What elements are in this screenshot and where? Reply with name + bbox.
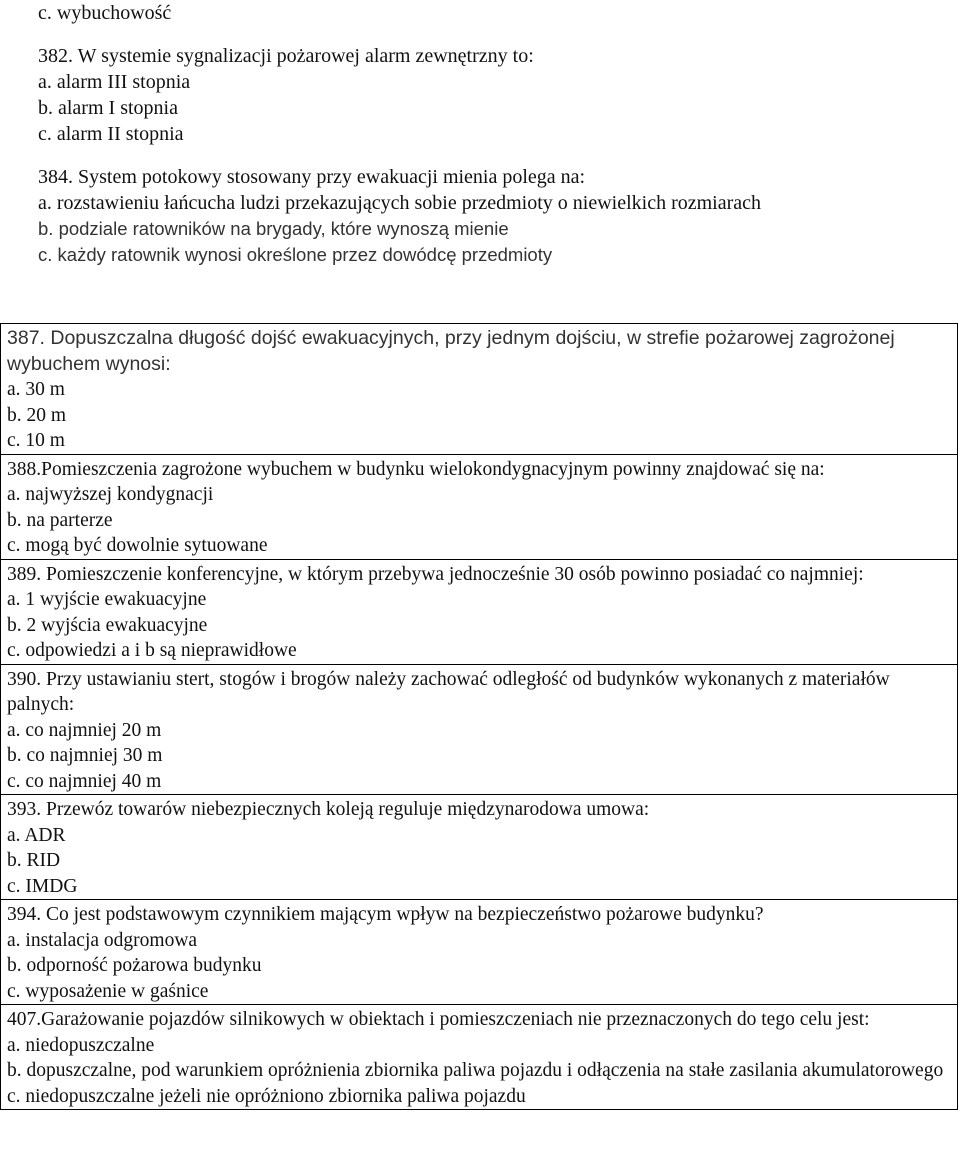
answer-a: a. niedopuszczalne — [7, 1034, 155, 1056]
question-text: 407.Garażowanie pojazdów silnikowych w obiektach i pomieszczeniach nie przeznaczonych do tego celu jest: — [7, 1009, 870, 1030]
answer-a: a. rozstawieniu łańcucha ludzi przekazujących sobie przedmioty o niewielkich rozmiarach — [38, 192, 762, 214]
answer-b: b. 20 m — [7, 404, 67, 426]
answer-c: c. wyposażenie w gaśnice — [7, 980, 209, 1002]
answer-a: a. 30 m — [7, 379, 65, 400]
question-text: 390. Przy ustawianiu stert, stogów i brogów należy zachować odległość od budynków wykonanych z materiałów palnych: — [7, 668, 890, 715]
boxed-questions-table — [0, 323, 958, 1110]
answer-a: a. 1 wyjście ewakuacyjne — [7, 589, 207, 610]
question-394 — [1, 900, 957, 1005]
question-389 — [1, 560, 957, 665]
question-407 — [1, 1005, 957, 1110]
question-text: 394. Co jest podstawowym czynnikiem mającym wpływ na bezpieczeństwo pożarowe budynku? — [7, 904, 764, 925]
previous-answer-fragment: c. wybuchowość — [38, 2, 172, 24]
answer-c: c. IMDG — [7, 875, 78, 897]
answer-c: c. każdy ratownik wynosi określone przez dowódcę przedmioty — [38, 244, 553, 265]
question-text: 387. Dopuszczalna długość dojść ewakuacyjnych, przy jednym dojściu, w strefie pożarowej zagrożonej wybuchem wynosi: — [7, 327, 895, 375]
answer-b: b. alarm I stopnia — [38, 97, 178, 119]
answer-a: a. najwyższej kondygnacji — [7, 484, 214, 505]
answer-c: c. odpowiedzi a i b są nieprawidłowe — [7, 640, 297, 661]
answer-b: b. podziale ratowników na brygady, które wynoszą mienie — [38, 218, 509, 239]
answer-c: c. niedopuszczalne jeżeli nie opróżniono zbiornika paliwa pojazdu — [7, 1085, 526, 1107]
question-384 — [38, 164, 938, 268]
answer-c: c. 10 m — [7, 430, 65, 451]
answer-b: b. co najmniej 30 m — [7, 745, 163, 766]
question-390 — [1, 665, 957, 796]
answer-c: c. co najmniej 40 m — [7, 770, 162, 792]
answer-b: b. 2 wyjścia ewakuacyjne — [7, 614, 208, 636]
answer-a: a. instalacja odgromowa — [7, 929, 198, 951]
question-text: 388.Pomieszczenia zagrożone wybuchem w budynku wielokondygnacyjnym powinny znajdować się na: — [7, 458, 825, 480]
question-393 — [1, 795, 957, 900]
answer-a: a. alarm III stopnia — [38, 71, 191, 93]
answer-b: b. RID — [7, 850, 61, 871]
answer-c: c. mogą być dowolnie sytuowane — [7, 535, 268, 556]
answer-b: b. odporność pożarowa budynku — [7, 955, 262, 976]
question-text: 384. System potokowy stosowany przy ewakuacji mienia polega na: — [38, 166, 586, 188]
top-questions — [38, 0, 938, 268]
question-387 — [1, 324, 957, 455]
question-382 — [38, 43, 938, 147]
question-388 — [1, 455, 957, 560]
answer-c: c. alarm II stopnia — [38, 123, 184, 145]
question-text: 382. W systemie sygnalizacji pożarowej alarm zewnętrzny to: — [38, 45, 534, 67]
question-text: 389. Pomieszczenie konferencyjne, w którym przebywa jednocześnie 30 osób powinno posiadać co najmniej: — [7, 563, 864, 585]
question-text: 393. Przewóz towarów niebezpiecznych koleją reguluje międzynarodowa umowa: — [7, 799, 650, 820]
answer-a: a. ADR — [7, 824, 66, 846]
answer-a: a. co najmniej 20 m — [7, 719, 162, 741]
answer-b: b. dopuszczalne, pod warunkiem opróżnienia zbiornika paliwa pojazdu i odłączenia na stałe zasilania akumulatorowego — [7, 1060, 944, 1081]
answer-b: b. na parterze — [7, 509, 113, 531]
